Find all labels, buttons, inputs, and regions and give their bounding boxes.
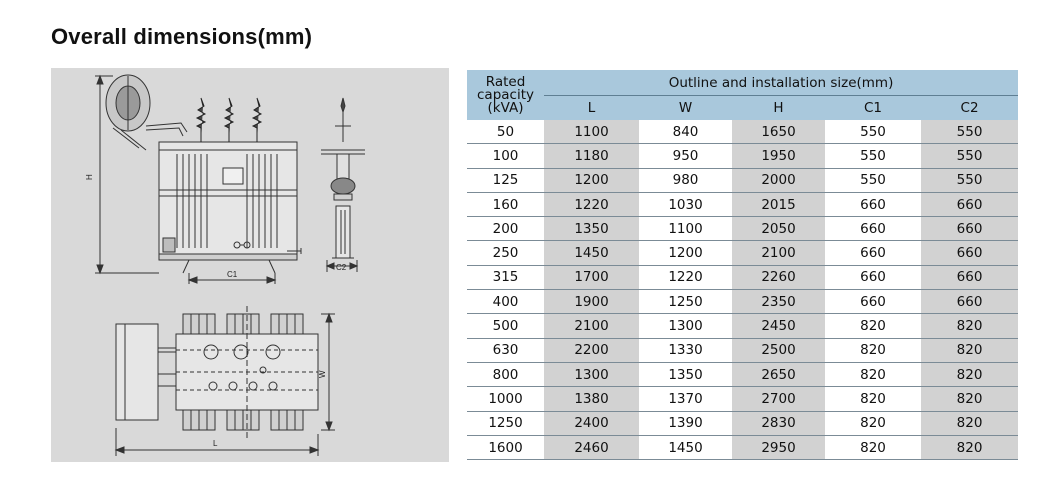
table-cell: 1700 <box>544 265 639 289</box>
table-cell: 1300 <box>544 362 639 386</box>
table-cell: 1900 <box>544 290 639 314</box>
rated-header-line-2: capacity <box>477 86 534 103</box>
table-row <box>467 144 1018 168</box>
table-cell: 660 <box>921 290 1018 314</box>
side-view <box>321 98 365 272</box>
table-cell: 820 <box>921 338 1018 362</box>
rated-header-line-1: Rated <box>485 73 526 90</box>
label-l: L <box>213 439 218 448</box>
dimension-drawing <box>51 68 449 462</box>
table-cell: 1300 <box>639 314 732 338</box>
table-cell: 2260 <box>732 265 825 289</box>
table-cell: 2100 <box>544 314 639 338</box>
col-header-c2: C2 <box>921 96 1018 121</box>
table-cell: 660 <box>921 241 1018 265</box>
table-row <box>467 338 1018 362</box>
table-row <box>467 435 1018 459</box>
table-cell: 1180 <box>544 144 639 168</box>
table-cell: 250 <box>467 241 544 265</box>
table-cell: 1250 <box>639 290 732 314</box>
table-cell: 160 <box>467 192 544 216</box>
table-cell: 660 <box>825 241 921 265</box>
table-row <box>467 120 1018 144</box>
table-cell: 1390 <box>639 411 732 435</box>
top-view <box>116 306 335 456</box>
table-cell: 820 <box>921 387 1018 411</box>
table-cell: 820 <box>825 387 921 411</box>
label-c2: C2 <box>336 263 347 272</box>
col-header-w: W <box>639 96 732 121</box>
table-cell: 550 <box>825 144 921 168</box>
table-cell: 2100 <box>732 241 825 265</box>
table-cell: 820 <box>825 338 921 362</box>
table-cell: 1200 <box>639 241 732 265</box>
table-cell: 1030 <box>639 192 732 216</box>
table-cell: 1220 <box>639 265 732 289</box>
transformer-drawing-svg <box>51 68 449 462</box>
table-cell: 1350 <box>639 362 732 386</box>
table-cell: 1380 <box>544 387 639 411</box>
table-cell: 1220 <box>544 192 639 216</box>
table-cell: 660 <box>825 265 921 289</box>
table-cell: 1370 <box>639 387 732 411</box>
table-cell: 2015 <box>732 192 825 216</box>
table-cell: 1250 <box>467 411 544 435</box>
table-cell: 630 <box>467 338 544 362</box>
table-cell: 2950 <box>732 435 825 459</box>
table-cell: 500 <box>467 314 544 338</box>
table-cell: 1350 <box>544 217 639 241</box>
rated-capacity-header <box>467 70 544 120</box>
table-cell: 820 <box>825 362 921 386</box>
table-cell: 125 <box>467 168 544 192</box>
table-cell: 2450 <box>732 314 825 338</box>
table-cell: 100 <box>467 144 544 168</box>
table-row <box>467 241 1018 265</box>
table-cell: 1450 <box>544 241 639 265</box>
front-view <box>95 75 301 284</box>
label-h: H <box>85 174 94 180</box>
table-cell: 980 <box>639 168 732 192</box>
table-cell: 2650 <box>732 362 825 386</box>
table-cell: 550 <box>921 168 1018 192</box>
table-row <box>467 168 1018 192</box>
table-cell: 550 <box>921 120 1018 144</box>
table-body <box>467 120 1018 460</box>
table-row <box>467 290 1018 314</box>
table-cell: 820 <box>825 435 921 459</box>
label-w: W <box>318 370 327 378</box>
table-cell: 820 <box>921 314 1018 338</box>
table-cell: 1950 <box>732 144 825 168</box>
table-cell: 820 <box>921 435 1018 459</box>
col-header-h: H <box>732 96 825 121</box>
table-cell: 2830 <box>732 411 825 435</box>
table-row <box>467 411 1018 435</box>
table-cell: 200 <box>467 217 544 241</box>
table-row <box>467 362 1018 386</box>
table-cell: 400 <box>467 290 544 314</box>
table-cell: 1330 <box>639 338 732 362</box>
col-header-l: L <box>544 96 639 121</box>
table-cell: 550 <box>825 168 921 192</box>
table-cell: 660 <box>921 265 1018 289</box>
table-cell: 1450 <box>639 435 732 459</box>
dimension-table <box>467 70 1018 460</box>
table-row <box>467 314 1018 338</box>
table-cell: 2400 <box>544 411 639 435</box>
table-cell: 1000 <box>467 387 544 411</box>
table-cell: 2500 <box>732 338 825 362</box>
table-cell: 660 <box>921 192 1018 216</box>
table-cell: 2200 <box>544 338 639 362</box>
table-row <box>467 265 1018 289</box>
label-c1: C1 <box>227 270 238 279</box>
table-cell: 660 <box>825 192 921 216</box>
table-cell: 1600 <box>467 435 544 459</box>
table-cell: 950 <box>639 144 732 168</box>
table-cell: 315 <box>467 265 544 289</box>
rated-header-line-3: (kVA) <box>487 99 524 116</box>
table-cell: 2460 <box>544 435 639 459</box>
outline-size-header: Outline and installation size(mm) <box>544 70 1018 96</box>
table-cell: 660 <box>825 217 921 241</box>
table-cell: 820 <box>921 411 1018 435</box>
table-cell: 820 <box>825 314 921 338</box>
page-title: Overall dimensions(mm) <box>51 24 313 49</box>
table-cell: 550 <box>825 120 921 144</box>
table-cell: 2050 <box>732 217 825 241</box>
table-row <box>467 217 1018 241</box>
table-row <box>467 387 1018 411</box>
table-cell: 840 <box>639 120 732 144</box>
table-cell: 50 <box>467 120 544 144</box>
table-cell: 820 <box>921 362 1018 386</box>
table-cell: 2700 <box>732 387 825 411</box>
table-cell: 2350 <box>732 290 825 314</box>
table-cell: 2000 <box>732 168 825 192</box>
table-cell: 820 <box>825 411 921 435</box>
table-cell: 550 <box>921 144 1018 168</box>
table-cell: 660 <box>825 290 921 314</box>
table-cell: 800 <box>467 362 544 386</box>
table-cell: 660 <box>921 217 1018 241</box>
table-cell: 1200 <box>544 168 639 192</box>
table-row <box>467 192 1018 216</box>
table-cell: 1100 <box>544 120 639 144</box>
col-header-c1: C1 <box>825 96 921 121</box>
table-cell: 1100 <box>639 217 732 241</box>
table-cell: 1650 <box>732 120 825 144</box>
